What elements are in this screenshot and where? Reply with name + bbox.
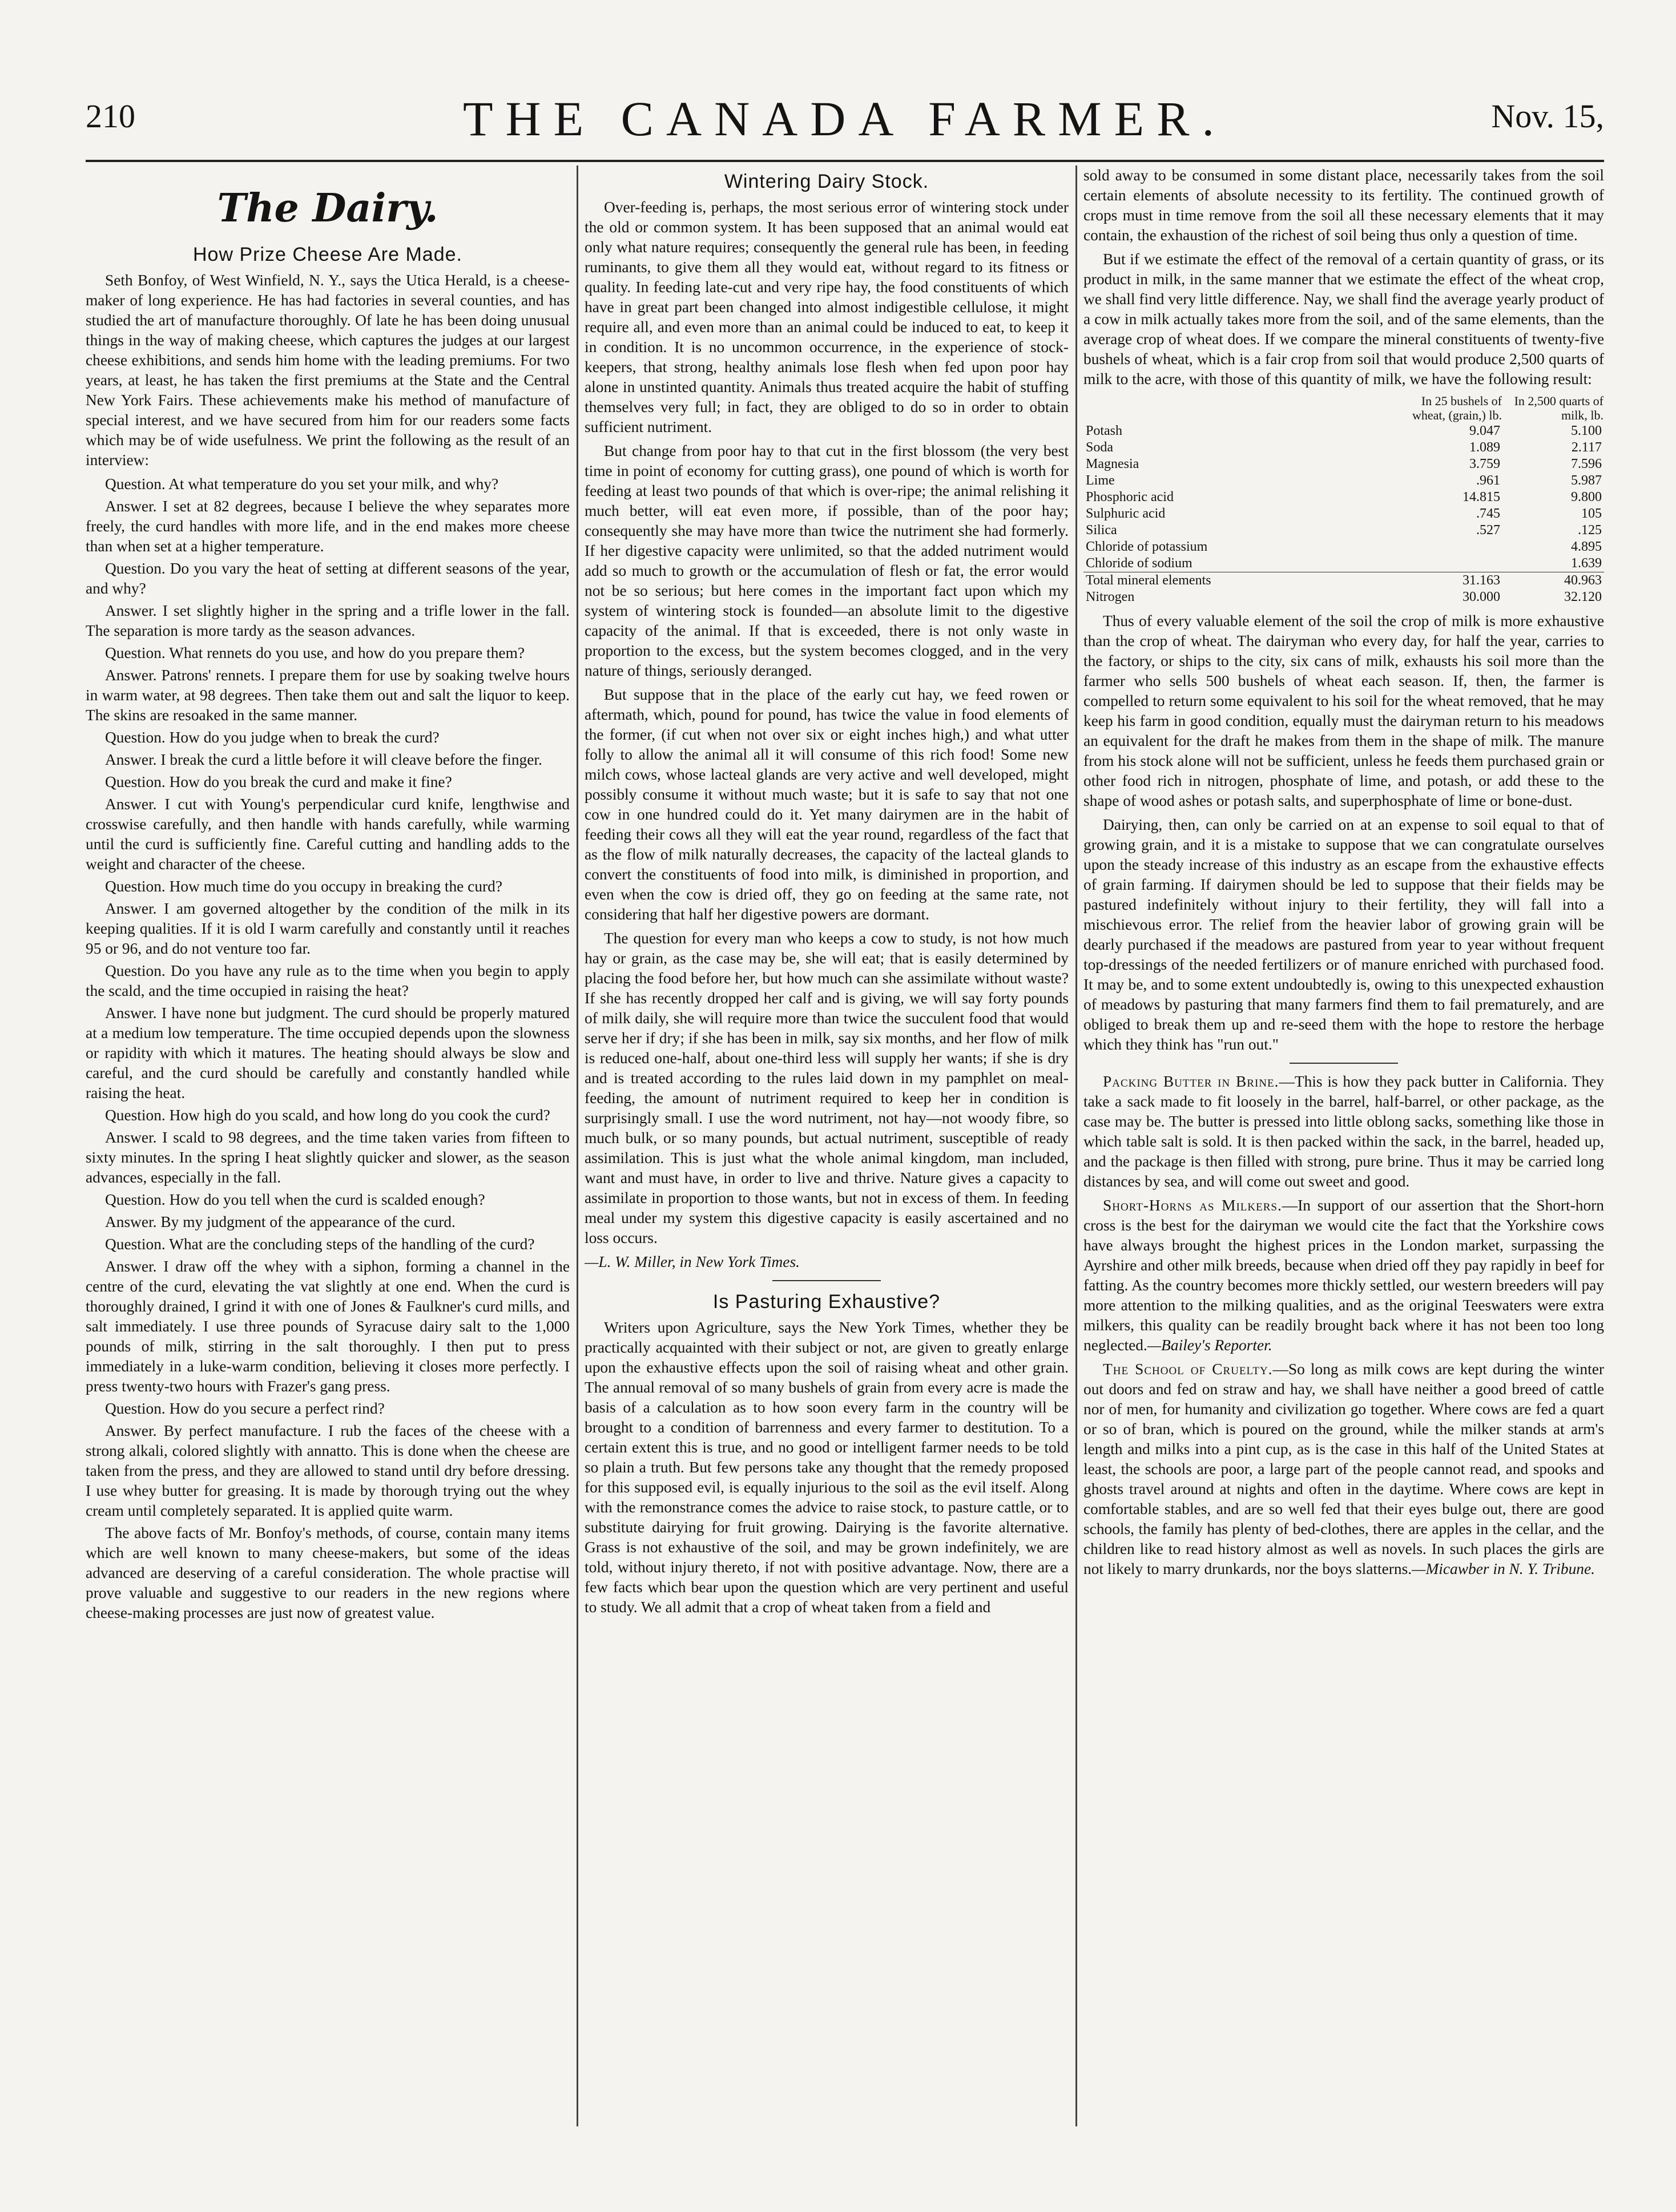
interview-item: Answer. I set slightly higher in the spring and a trifle lower in the fall. The separation is more tardy as the season advances. — [86, 602, 570, 639]
news-item — [1083, 1072, 1604, 1192]
section-divider — [1290, 1063, 1398, 1064]
article-paragraph: Thus of every valuable element of the soil the crop of milk is more exhaustive than the crop of wheat. The dairyman who every day, for half the year, carries to the factory, or ships to the city, six cans of milk, exhausts his soil more than the farmer who sells 500 bushels of wheat each season. If, then, the farmer is compelled to return some equivalent to his soil for the wheat removed, that he may keep his farm in good condition, equally must the dairyman return to his meadows an equivalent for the draft he makes from them in the shape of milk. The manure from his stock alone will not be sufficient, unless he feeds them purchased grain or other food rich in nitrogen, phosphate of lime, and potash, or add these to the shape of wood ashes or potash salts, and superphosphate of lime or bone-dust. — [1083, 612, 1604, 809]
signature-text: —L. W. Miller, in New York Times. — [585, 1253, 800, 1270]
interview-item: Question. Do you have any rule as to the time when you begin to apply the scald, and the time occupied in raising the heat? — [86, 962, 570, 999]
interview-item: Answer. By my judgment of the appearance of the curd. — [105, 1213, 456, 1230]
section-divider — [772, 1280, 881, 1281]
article-paragraph: sold away to be consumed in some distant place, necessarily takes from the soil certain elements of absolute necessity to its fertility. The continued growth of crops must in time remove from the soil all these necessary elements that it may contain, the exhaustion of the richest of soil being thus only a question of time. — [1083, 167, 1604, 244]
column-rule — [577, 166, 578, 2126]
table-row: Nitrogen 30.000 32.120 — [1086, 590, 1602, 604]
news-item-title: Packing Butter in Brine. — [1103, 1073, 1279, 1090]
mineral-comparison-table — [1083, 393, 1604, 606]
article-paragraph: Seth Bonfoy, of West Winfield, N. Y., says the Utica Herald, is a cheese-maker of long experience. He has had factories in several counties, and has studied the art of manufacture thoroughly. Of late he has been doing unusual things in the way of making cheese, which captures the judges at our largest cheese exhibitions, and sends him home with the leading premiums. For two years, at least, he has taken the first premiums at the State and the Central New York Fairs. These achievements make his method of manufacture of special interest, and we have secured from him for our readers some facts which may be of wide usefulness. We print the following as the result of an interview: — [86, 272, 570, 469]
table-row: Potash 9.047 5.100 — [1086, 423, 1602, 438]
interview-item: Answer. I draw off the whey with a siphon, forming a channel in the centre of the curd, elevating the vat slightly at one end. When the curd is thoroughly drained, I grind it with one of Jones & Faulkner's curd mills, and salt immediately. I use three pounds of Syracuse dairy salt to the 1,000 pounds of milk, stirring in the salt thoroughly. I then put to press immediately in a luke-warm condition, believing it closes more perfectly. I press twenty-two hours with Frazer's gang press. — [86, 1258, 570, 1395]
news-item-title: The School of Cruelty. — [1103, 1361, 1273, 1378]
column-1 — [86, 166, 570, 2126]
news-item-title: Short-Horns as Milkers. — [1103, 1197, 1282, 1214]
interview-item: Answer. I scald to 98 degrees, and the time taken varies from fifteen to sixty minutes. In the spring I heat slightly quicker and slower, as the season advances, especially in the fall. — [86, 1129, 570, 1186]
news-item-text: —So long as milk cows are kept during the winter out doors and fed on straw and hay, we shall have neither a good breed of cattle nor of men, for humanity and civilization go together. Where cows are fed a quart or so of bran, which is poured on the ground, while the milker stands at arm's length and milks into a pint cup, as is the case in this half of the United States at least, the schools are poor, a large part of the people cannot read, and spooks and ghosts travel around at nights and often in the daytime. Where cows are kept in comfortable stables, and are so well fed that their eyes bulge out, there are good schools, the family has plenty of bed-clothes, there are apples in the cellar, and the children like to read history almost as well as novels. In such places the girls are not likely to marry drunkards, nor the boys slatterns. — [1083, 1361, 1604, 1577]
department-heading: The Dairy. — [217, 185, 438, 231]
interview-item: Question. What rennets do you use, and how do you prepare them? — [105, 644, 525, 661]
article-signature — [585, 1252, 1069, 1272]
signature-text: —Micawber in N. Y. Tribune. — [1412, 1560, 1595, 1577]
news-item — [1083, 1359, 1604, 1579]
news-item — [1083, 1196, 1604, 1355]
table-row: Chloride of sodium 1.639 — [1086, 556, 1602, 571]
interview-item: Question. How high do you scald, and how long do you cook the curd? — [105, 1107, 550, 1124]
table-header-row — [1083, 393, 1604, 423]
interview-item: Answer. By perfect manufacture. I rub the faces of the cheese with a strong alkali, colored slightly with annatto. This is done when the cheese are taken from the press, and they are allowed to stand until dry before dressing. I use whey butter for greasing. It is made by thorough trying out the whey cream until completely separated. It is applied quite warm. — [86, 1422, 570, 1519]
issue-date: Nov. 15, — [1491, 98, 1604, 135]
article-paragraph: The above facts of Mr. Bonfoy's methods, of course, contain many items which are well known to many cheese-makers, but some of the ideas advanced are deserving of a careful consideration. The whole practise will prove valuable and suggestive to our readers in the new regions where cheese-making processes are just now of greatest value. — [86, 1524, 570, 1621]
interview-item: Answer. Patrons' rennets. I prepare them for use by soaking twelve hours in warm water, at 98 degrees. Then take them out and salt the liquor to keep. The skins are resoaked in the same manner. — [86, 667, 570, 724]
news-item-text: —This is how they pack butter in California. They take a sack made to fit loosely in the barrel, half-barrel, or other package, as the case may be. The butter is pressed into little oblong sacks, something like those in which table salt is sold. It is then packed within the sack, in the barrel, headed up, and the package is then filled with strong, pure brine. Thus it may be carried long distances by sea, and will come out sweet and good. — [1083, 1073, 1604, 1190]
page-header — [86, 86, 1604, 160]
article-paragraph: Over-feeding is, perhaps, the most serious error of wintering stock under the old or common system. It has been supposed that an animal would eat only what nature requires; consequently the general rule has been, in feeding ruminants, to give them all they would eat, without regard to its fitness or quality. In feeding late-cut and very ripe hay, the food constituents of which have in great part been changed into almost indigestible cellulose, it might require all, and even more than an animal could be induced to eat, to keep it in condition. It is no uncommon occurrence, in the experience of stock-keepers, that strong, healthy animals lose flesh when fed upon poor hay alone in unstinted quantity. Animals thus treated acquire the habit of stuffing themselves very full; in fact, they are obliged to do so in order to obtain sufficient nutriment. — [585, 199, 1069, 435]
interview-item: Answer. I have none but judgment. The curd should be properly matured at a medium low temperature. The time occupied depends upon the slowness or rapidity with which it matures. The heating should always be slow and careful, and the curd should be carefully and constantly handled while raising the heat. — [86, 1004, 570, 1101]
article-paragraph: But change from poor hay to that cut in the first blossom (the very best time in point of economy for cutting grass), one pound of which is worth for feeding at least two pounds of that which is over-ripe; the animal relishing it much better, will eat even more, if possible, than of the poor hay; consequently she may have more than twice the nutriment she had formerly. If her digestive capacity were unlimited, so that the added nutriment would add so much to growth or the accumulation of flesh or fat, the error would not be so serious; but here comes in the important fact upon which my system of wintering stock is founded—an absolute limit to the digestive capacity of the animal. If that is exceeded, there is not only waste in proportion to the excess, but the system becomes clogged, and in the very nature of things, seriously deranged. — [585, 442, 1069, 679]
column-rule — [1075, 166, 1077, 2126]
table-row: Soda 1.089 2.117 — [1086, 440, 1602, 455]
interview-item: Answer. I break the curd a little before it will cleave before the finger. — [105, 751, 542, 768]
header-rule — [86, 160, 1604, 162]
article-paragraph: Writers upon Agriculture, says the New York Times, whether they be practically acquainted with their subject or not, are given to greatly enlarge upon the exhaustive effects upon the soil of raising wheat and other grain. The annual removal of so many bushels of grain from every acre is made the basis of a calculation as to how soon every farm in the country will be brought to a condition of barrenness and every farmer to destitution. To a certain extent this is true, and no good or intelligent farmer needs to be told so plain a truth. But few persons take any thought that the remedy proposed for this supposed evil, is equally injurious to the soil as the evil itself. Along with the remonstrance comes the advice to raise stock, to pasture cattle, or to substitute dairying for fruit growing. Dairying is the favorite alternative. Grass is not exhaustive of the soil, and may be grown indefinitely, we are told, without injury thereto, if not with positive advantage. Now, there are a few facts which bear upon the question which are very pertinent and useful to study. We all admit that a crop of wheat taken from a field and — [585, 1319, 1069, 1616]
page-number: 210 — [86, 98, 135, 135]
signature-text: —Bailey's Reporter. — [1147, 1337, 1272, 1354]
news-item-text: —In support of our assertion that the Short-horn cross is the best for the dairyman we would cite the fact that the Yorkshire cows have always brought the highest prices in the London market, surpassing the Ayrshire and other milk breeds, because when dried off they pay rapidly in beef for fatting. As the country becomes more thickly settled, our western breeders will pay more attention to the milking qualities, and as the original Teeswaters were extra milkers, this quality can be readily brought back where it has not been too long neglected. — [1083, 1197, 1604, 1354]
table-row: Sulphuric acid .745 105 — [1086, 506, 1602, 521]
article-paragraph: But suppose that in the place of the early cut hay, we feed rowen or aftermath, which, pound for pound, has twice the value in food elements of the former, (if cut when not over six or eight inches high,) and what utter folly to allow the animal all it will consume of this rich food! Some new milch cows, whose lacteal glands are very active and well developed, might possibly consume it without much waste; but it is safe to say that not one cow in one hundred could do it. Yet many dairymen are in the habit of feeding their cows all they will eat the year round, regardless of the fact that as the flow of milk naturally decreases, the capacity of the lacteal glands to convert the constituents of food into milk, is diminished in proportion, and even when the cow is dried off, they go on feeding at the same rate, not considering that half her digestive powers are dormant. — [585, 686, 1069, 923]
article-paragraph: Dairying, then, can only be carried on at an expense to soil equal to that of growing grain, and it is a mistake to suppose that we can congratulate ourselves upon the steady increase of this industry as an escape from the exhaustive effects of grain farming. If dairymen should be led to suppose that their fields may be pastured indefinitely without injury to their fertility, they will fall into a mischievous error. The relief from the heavier labor of growing grain will be dearly purchased if the meadows are pastured from year to year without frequent top-dressings of the needed fertilizers or of manure enriched with purchased food. It may be, and to some extent undoubtedly is, owing to this unexpected exhaustion of meadows by pasturing that many farmers find them to fail prematurely, and are obliged to break them up and re-seed them with the hope to restore the herbage which they think has "run out." — [1083, 816, 1604, 1053]
interview-item: Question. Do you vary the heat of setting at different seasons of the year, and why? — [86, 560, 570, 597]
column-2 — [585, 166, 1069, 2126]
article-title: How Prize Cheese Are Made. — [193, 244, 462, 265]
article-title: Wintering Dairy Stock. — [724, 171, 929, 192]
table-row: Lime .961 5.987 — [1086, 473, 1602, 488]
interview-item: Question. How do you judge when to break the curd? — [105, 729, 440, 746]
column-header: In 25 bushels of wheat, (grain,) lb. — [1412, 394, 1502, 422]
interview-item: Answer. I cut with Young's perpendicular curd knife, lengthwise and crosswise carefully, and then handle with hands carefully, while warming until the curd is sufficiently fine. Careful cutting and handling adds to the weight and character of the cheese. — [86, 796, 570, 873]
table-row: Phosphoric acid 14.815 9.800 — [1086, 490, 1602, 504]
interview-list — [86, 474, 570, 1521]
interview-item: Question. What are the concluding steps of the handling of the curd? — [105, 1236, 535, 1253]
interview-item: Answer. I set at 82 degrees, because I believe the whey separates more freely, the curd handles with more life, and in the end makes more cheese than when set at a higher temperature. — [86, 498, 570, 555]
article-paragraph: The question for every man who keeps a cow to study, is not how much hay or grain, as the case may be, she will eat; that is easily determined by placing the food before her, but how much can she assimilate without waste? If she has recently dropped her calf and is giving, we will say forty pounds of milk daily, she will require more than twice the succulent food that would serve her if dry; if she has been in milk, say six months, and her flow of milk is reduced one-half, about one-third less will supply her wants; if she is dry and is treated according to the rules laid down in my pamphlet on meal-feeding, the amount of nutriment required to keep her in condition is surprisingly small. I use the word nutriment, not hay—not woody fibre, so much bulk, or so many pounds, but actual nutriment, susceptible of ready assimilation. This is just what the whole animal kingdom, man included, want and must have, in order to live and thrive. Nature gives a capacity to assimilate in proportion to those wants, but not in excess of them. In feeding meal under my system this digestive capacity is easily ascertained and no loss occurs. — [585, 930, 1069, 1246]
table-total-row: Total mineral elements 31.163 40.963 — [1083, 572, 1604, 590]
table-row: Magnesia 3.759 7.596 — [1086, 457, 1602, 471]
column-3 — [1083, 166, 1604, 2126]
article-paragraph: But if we estimate the effect of the removal of a certain quantity of grass, or its product in milk, in the same manner that we estimate the effect of the wheat crop, we shall find very little difference. Nay, we shall find the average yearly product of a cow in milk actually takes more from the soil, and of the same elements, than the average crop of wheat does. If we compare the mineral constituents of twenty-five bushels of wheat, which is a fair crop from soil that would produce 2,500 quarts of milk to the acre, with those of this quantity of milk, we have the following result: — [1083, 251, 1604, 387]
interview-item: Question. How do you secure a perfect rind? — [105, 1400, 385, 1417]
interview-item: Question. How do you tell when the curd is scalded enough? — [105, 1191, 485, 1208]
interview-item: Question. How do you break the curd and make it fine? — [105, 773, 452, 790]
column-header: In 2,500 quarts of milk, lb. — [1514, 394, 1604, 422]
table-row: Chloride of potassium 4.895 — [1086, 539, 1602, 554]
masthead-title: THE CANADA FARMER. — [462, 91, 1227, 146]
table-row: Silica .527 .125 — [1086, 523, 1602, 538]
interview-item: Question. How much time do you occupy in breaking the curd? — [105, 878, 503, 895]
article-title: Is Pasturing Exhaustive? — [712, 1291, 941, 1313]
interview-item: Question. At what temperature do you set your milk, and why? — [105, 475, 499, 493]
interview-item: Answer. I am governed altogether by the condition of the milk in its keeping qualities. If it is old I warm carefully and constantly until it reaches 95 or 96, and do not venture too far. — [86, 900, 570, 957]
